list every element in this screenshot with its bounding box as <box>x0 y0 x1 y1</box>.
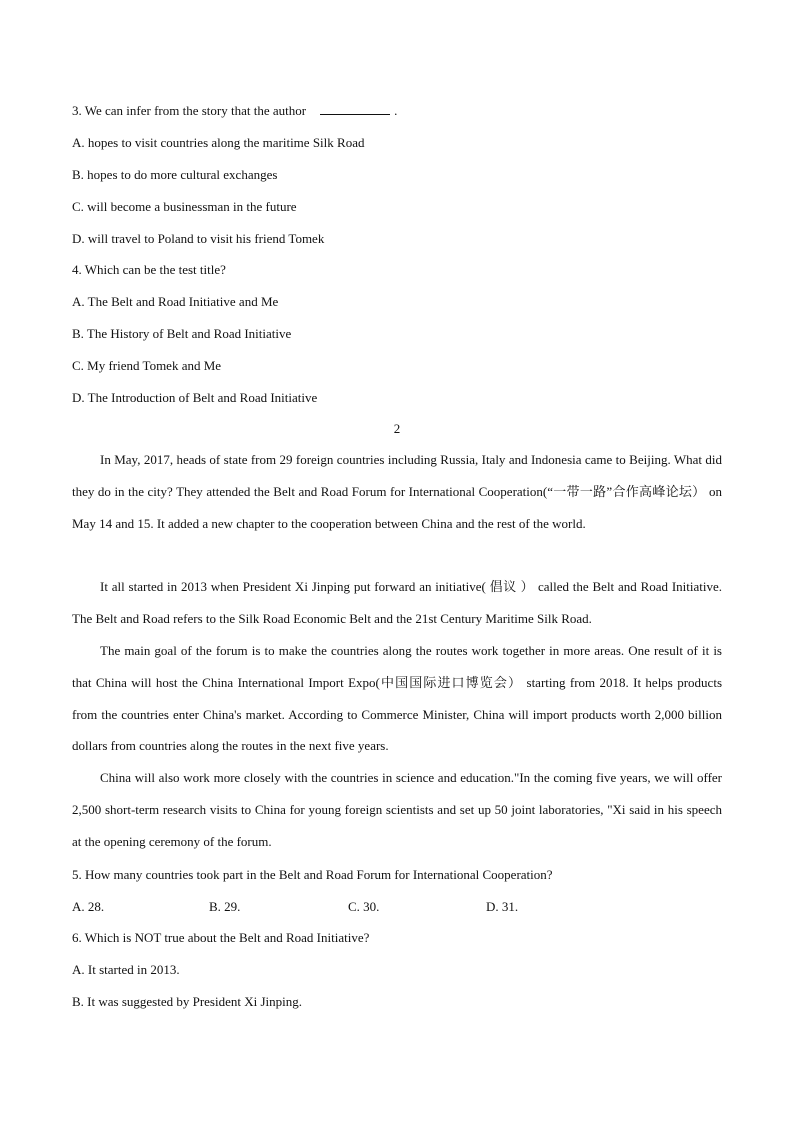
question-5-option-a: A. 28. <box>72 899 105 914</box>
question-3-option-c: C. will become a businessman in the future <box>72 199 297 214</box>
passage-paragraph-3: The main goal of the forum is to make the countries along the routes work together in more areas. One result of it is that China will host the China International Import Expo(中国国际进口博览会） starting from 2018. It helps products from the countries enter China's market. According to Commerce Minister, China will import products worth 2,000 billion dollars from countries along the routes in the next five years. <box>72 643 722 754</box>
question-3-option-d: D. will travel to Poland to visit his friend Tomek <box>72 231 325 246</box>
question-3-stem <box>72 103 722 119</box>
passage-paragraph-4: China will also work more closely with the countries in science and education."In the coming five years, we will offer 2,500 short-term research visits to China for young foreign scientists and set up 50 joint laboratories, "Xi said in his speech at the opening ceremony of the forum. <box>72 770 722 849</box>
question-4-option-d: D. The Introduction of Belt and Road Initiative <box>72 390 318 405</box>
passage-paragraph-2: It all started in 2013 when President Xi Jinping put forward an initiative( 倡议 ） called the Belt and Road Initiative. The Belt and Road refers to the Silk Road Economic Belt and the 21st Century Maritime Silk Road. <box>72 579 722 626</box>
question-3-stem-end: . <box>394 103 398 118</box>
question-3-option-a: A. hopes to visit countries along the maritime Silk Road <box>72 135 365 150</box>
question-6-stem: 6. Which is NOT true about the Belt and Road Initiative? <box>72 930 370 945</box>
question-5-option-b: B. 29. <box>209 899 241 914</box>
question-5-stem: 5. How many countries took part in the Belt and Road Forum for International Cooperation? <box>72 867 553 882</box>
question-4-option-c: C. My friend Tomek and Me <box>72 358 222 373</box>
question-5-option-d: D. 31. <box>486 899 519 914</box>
question-5-option-c: C. 30. <box>348 899 380 914</box>
question-4-option-b: B. The History of Belt and Road Initiative <box>72 326 292 341</box>
question-4-stem: 4. Which can be the test title? <box>72 262 226 277</box>
question-3-stem-text: 3. We can infer from the story that the author <box>72 103 307 118</box>
answer-blank <box>320 103 390 115</box>
question-4-option-a: A. The Belt and Road Initiative and Me <box>72 294 279 309</box>
question-6-option-b: B. It was suggested by President Xi Jinping. <box>72 994 303 1009</box>
question-3-option-b: B. hopes to do more cultural exchanges <box>72 167 278 182</box>
section-number: 2 <box>393 421 401 436</box>
question-6-option-a: A. It started in 2013. <box>72 962 180 977</box>
passage-paragraph-1: In May, 2017, heads of state from 29 foreign countries including Russia, Italy and Indonesia came to Beijing. What did they do in the city? They attended the Belt and Road Forum for International Cooperation(“一带一路”合作高峰论坛） on May 14 and 15. It added a new chapter to the cooperation between China and the rest of the world. <box>72 452 722 531</box>
